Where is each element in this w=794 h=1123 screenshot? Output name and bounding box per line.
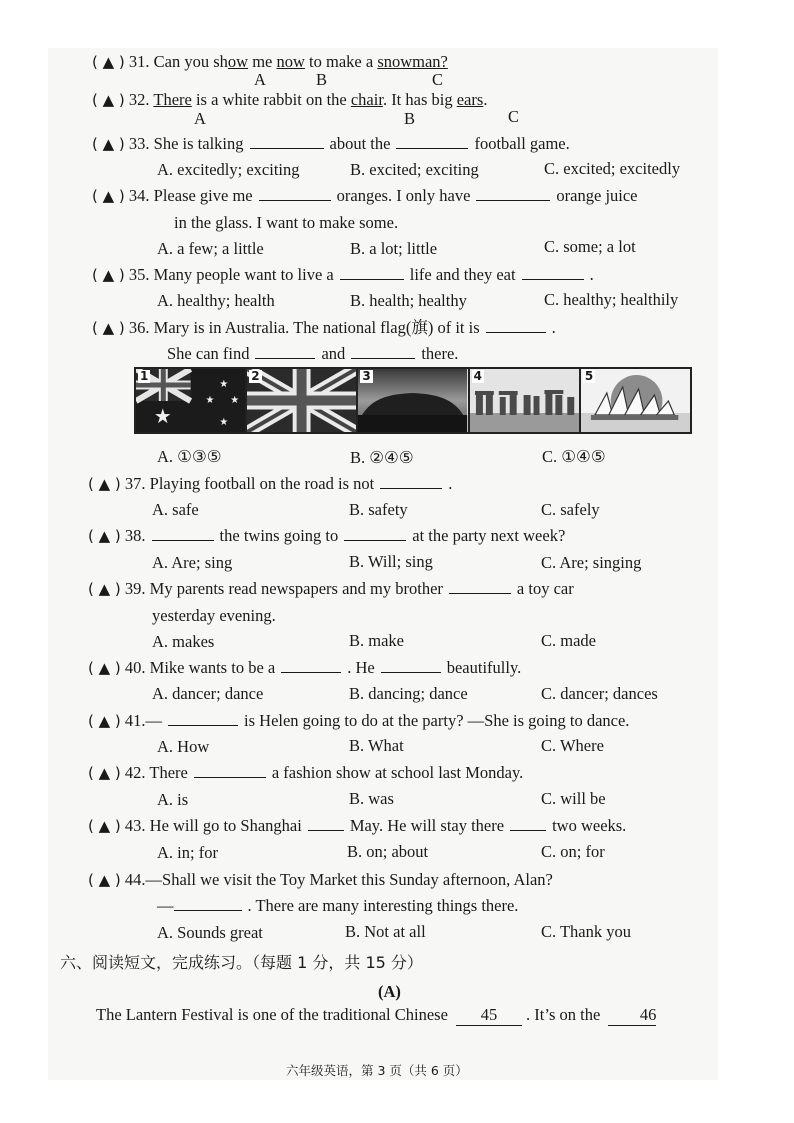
blank-line[interactable]	[380, 474, 442, 489]
option-a[interactable]: A. a few; a little	[157, 239, 264, 258]
blank-line[interactable]	[168, 711, 238, 726]
option-a[interactable]: A. How	[157, 737, 210, 756]
question-36: ( ▲ ) 36. Mary is in Australia. The national flag(旗) of it is .	[92, 318, 556, 337]
blank-line[interactable]	[351, 344, 415, 359]
blank-line[interactable]	[449, 579, 511, 594]
picture-2-british-flag: 2	[247, 369, 358, 432]
option-c[interactable]: C. Thank you	[541, 922, 631, 941]
question-34-line2: in the glass. I want to make some.	[174, 213, 399, 232]
question-35: ( ▲ ) 35. Many people want to live a life and they eat .	[92, 265, 594, 284]
answer-mark[interactable]: ( ▲ )	[92, 266, 125, 284]
option-b[interactable]: B. Will; sing	[349, 552, 433, 571]
option-b[interactable]: B. make	[349, 631, 404, 650]
answer-mark[interactable]: ( ▲ )	[88, 871, 121, 889]
option-c[interactable]: C. safely	[541, 500, 600, 519]
blank-line[interactable]	[476, 186, 550, 201]
option-c[interactable]: C. Are; singing	[541, 553, 642, 572]
option-a[interactable]: A. Sounds great	[157, 923, 263, 942]
question-32: ( ▲ ) 32. There is a white rabbit on the chair. It has big ears.	[92, 90, 488, 109]
option-a[interactable]: A. dancer; dance	[152, 684, 264, 703]
blank-line[interactable]	[522, 265, 584, 280]
question-43: ( ▲ ) 43. He will go to Shanghai May. He will stay there two weeks.	[88, 816, 627, 835]
option-a[interactable]: A. makes	[152, 632, 215, 651]
option-b[interactable]: B. dancing; dance	[349, 684, 468, 703]
letter-a: A	[194, 109, 206, 128]
letter-b: B	[316, 70, 328, 89]
blank-45[interactable]: 45	[456, 1005, 522, 1026]
australian-flag-icon	[136, 369, 245, 432]
option-a[interactable]: A. ①③⑤	[157, 447, 222, 466]
question-41: ( ▲ ) 41.— is Helen going to do at the party? —She is going to dance.	[88, 711, 630, 730]
picture-3-uluru: 3	[358, 369, 469, 432]
question-38: ( ▲ ) 38. the twins going to at the party next week?	[88, 526, 566, 545]
question-40: ( ▲ ) 40. Mike wants to be a . He beautifully.	[88, 658, 522, 677]
answer-mark[interactable]: ( ▲ )	[88, 580, 121, 598]
option-b[interactable]: B. safety	[349, 500, 408, 519]
letter-a: A	[254, 70, 266, 89]
answer-mark[interactable]: ( ▲ )	[92, 135, 125, 153]
blank-line[interactable]	[255, 344, 315, 359]
answer-mark[interactable]: ( ▲ )	[92, 319, 125, 337]
rock-landscape-icon	[358, 369, 467, 432]
option-a[interactable]: A. healthy; health	[157, 291, 275, 310]
question-37: ( ▲ ) 37. Playing football on the road is not .	[88, 474, 453, 493]
question-44-line2: — . There are many interesting things there.	[157, 896, 519, 915]
blank-line[interactable]	[486, 318, 546, 333]
answer-mark[interactable]: ( ▲ )	[88, 712, 121, 730]
page-footer: 六年级英语，第 3 页（共 6 页）	[286, 1063, 468, 1078]
option-a[interactable]: A. safe	[152, 500, 199, 519]
passage-a-label: (A)	[378, 982, 401, 1001]
option-c[interactable]: C. healthy; healthily	[544, 290, 679, 309]
option-b[interactable]: B. excited; exciting	[350, 160, 479, 179]
option-a[interactable]: A. Are; sing	[152, 553, 233, 572]
question-33: ( ▲ ) 33. She is talking about the football game.	[92, 134, 570, 153]
blank-line[interactable]	[281, 658, 341, 673]
blank-line[interactable]	[259, 186, 331, 201]
blank-46[interactable]: 46	[608, 1005, 656, 1026]
option-c[interactable]: C. on; for	[541, 842, 605, 861]
option-c[interactable]: C. dancer; dances	[541, 684, 658, 703]
option-b[interactable]: B. a lot; little	[350, 239, 438, 258]
option-b[interactable]: B. was	[349, 789, 394, 808]
blank-line[interactable]	[340, 265, 404, 280]
option-a[interactable]: A. is	[157, 790, 189, 809]
svg-text:★: ★	[219, 378, 229, 391]
blank-line[interactable]	[381, 658, 441, 673]
option-a[interactable]: A. in; for	[157, 843, 218, 862]
letter-c: C	[508, 107, 520, 126]
option-a[interactable]: A. excitedly; exciting	[157, 160, 300, 179]
section-6-heading: 六、阅读短文，完成练习。（每题 1 分，共 15 分）	[60, 953, 423, 972]
option-b[interactable]: B. on; about	[347, 842, 429, 861]
stone-monument-icon	[470, 369, 579, 432]
blank-line[interactable]	[250, 134, 324, 149]
picture-5-sydney-opera-house: 5	[581, 369, 690, 432]
option-b[interactable]: B. Not at all	[345, 922, 426, 941]
option-b[interactable]: B. What	[349, 736, 404, 755]
question-31: ( ▲ ) 31. Can you show me now to make a snowman?	[92, 52, 448, 71]
answer-mark[interactable]: ( ▲ )	[88, 764, 121, 782]
blank-line[interactable]	[510, 816, 546, 831]
letter-c: C	[432, 70, 444, 89]
svg-text:★: ★	[153, 404, 172, 429]
blank-line[interactable]	[308, 816, 344, 831]
option-c[interactable]: C. excited; excitedly	[544, 159, 681, 178]
passage-a-line1: The Lantern Festival is one of the traditional Chinese 45 . It’s on the 46	[96, 1005, 657, 1024]
british-flag-icon	[247, 369, 356, 432]
answer-mark[interactable]: ( ▲ )	[92, 53, 125, 71]
option-c[interactable]: C. made	[541, 631, 596, 650]
picture-1-australian-flag: 1 ★ ★ ★ ★ ★	[136, 369, 247, 432]
picture-strip	[134, 367, 692, 434]
answer-mark[interactable]: ( ▲ )	[88, 659, 121, 677]
answer-mark[interactable]: ( ▲ )	[92, 187, 125, 205]
svg-text:★: ★	[219, 416, 229, 429]
answer-mark[interactable]: ( ▲ )	[92, 91, 125, 109]
question-44: ( ▲ ) 44.—Shall we visit the Toy Market this Sunday afternoon, Alan?	[88, 870, 553, 889]
option-b[interactable]: B. health; healthy	[350, 291, 467, 310]
answer-mark[interactable]: ( ▲ )	[88, 527, 121, 545]
blank-line[interactable]	[344, 526, 406, 541]
question-34: ( ▲ ) 34. Please give me oranges. I only have orange juice	[92, 186, 638, 205]
option-c[interactable]: C. Where	[541, 736, 604, 755]
blank-line[interactable]	[194, 763, 266, 778]
opera-house-icon	[581, 369, 690, 432]
option-c[interactable]: C. some; a lot	[544, 237, 636, 256]
answer-mark[interactable]: ( ▲ )	[88, 817, 121, 835]
blank-line[interactable]	[174, 896, 242, 911]
letter-b: B	[404, 109, 416, 128]
svg-text:★: ★	[230, 394, 240, 407]
option-b[interactable]: B. ②④⑤	[350, 448, 414, 467]
question-42: ( ▲ ) 42. There a fashion show at school last Monday.	[88, 763, 524, 782]
svg-text:★: ★	[205, 394, 215, 407]
blank-line[interactable]	[152, 526, 214, 541]
option-c[interactable]: C. will be	[541, 789, 606, 808]
answer-mark[interactable]: ( ▲ )	[88, 475, 121, 493]
picture-4-stonehenge: 4	[470, 369, 581, 432]
question-39-line2: yesterday evening.	[152, 606, 276, 625]
question-36-line2: She can find and there.	[167, 344, 459, 363]
question-39: ( ▲ ) 39. My parents read newspapers and my brother a toy car	[88, 579, 574, 598]
blank-line[interactable]	[396, 134, 468, 149]
option-c[interactable]: C. ①④⑤	[542, 447, 606, 466]
